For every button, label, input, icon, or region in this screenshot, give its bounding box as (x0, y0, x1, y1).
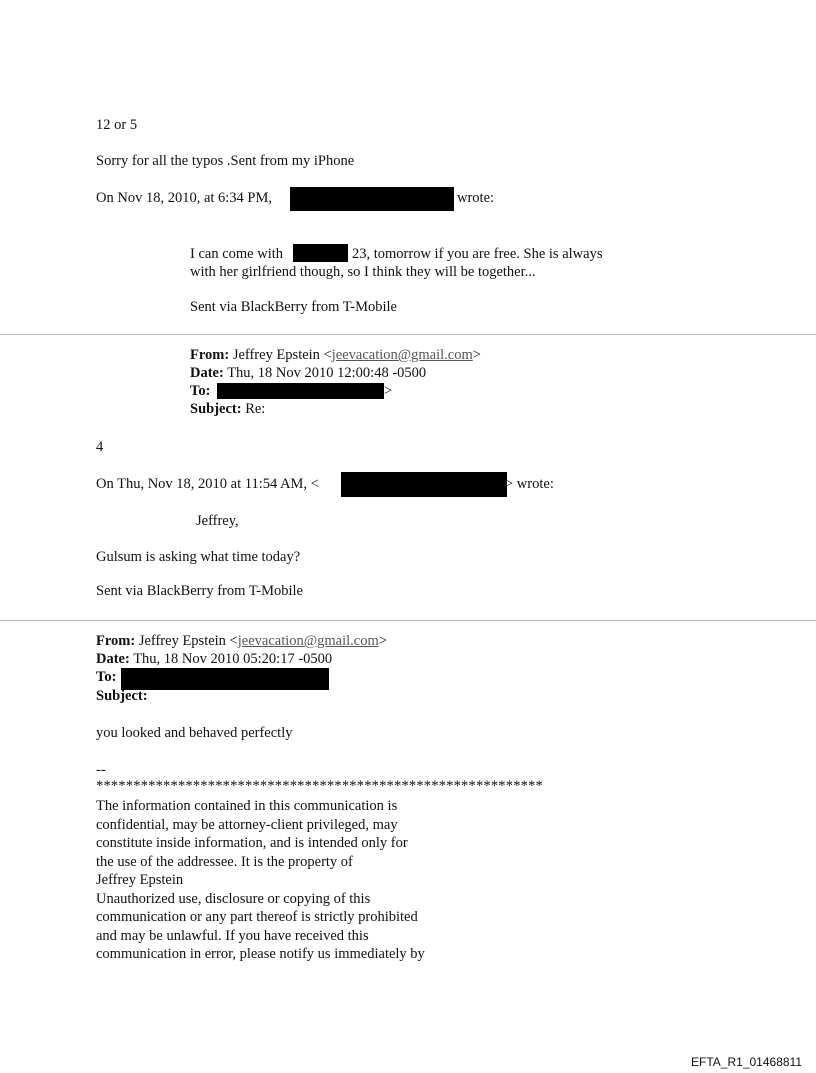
from-close: > (378, 633, 387, 649)
date-value: Thu, 18 Nov 2010 12:00:48 -0500 (227, 365, 427, 381)
from-email-link[interactable]: jeevacation@gmail.com (237, 633, 379, 649)
disclaimer-line: The information contained in this communication is (96, 798, 398, 814)
header-from (190, 346, 481, 364)
quoted-signature: Sent via BlackBerry from T-Mobile (96, 583, 303, 599)
quoted-text-line: 23, tomorrow if you are free. She is always (352, 246, 603, 262)
disclaimer-line: Unauthorized use, disclosure or copying of this (96, 890, 371, 907)
disclaimer-line: communication or any part thereof is strictly prohibited (96, 909, 418, 925)
signature-separator: -- (96, 762, 106, 778)
confidentiality-disclaimer (96, 797, 476, 964)
quote-attribution: On Nov 18, 2010, at 6:34 PM, (96, 190, 273, 206)
subject-value: Re: (245, 401, 266, 417)
redaction-block (121, 668, 329, 690)
quoted-greeting: Jeffrey, (196, 513, 239, 529)
disclaimer-line: constitute inside information, and is intended only for (96, 835, 408, 851)
message-divider (0, 334, 816, 335)
header-to (190, 382, 210, 400)
to-close: > (384, 383, 393, 399)
document-id: EFTA_R1_01468811 (691, 1055, 802, 1069)
disclaimer-line: confidential, may be attorney-client privileged, may (96, 816, 398, 833)
disclaimer-line: and may be unlawful. If you have received this (96, 927, 369, 944)
redaction-block (341, 472, 507, 497)
message-divider (0, 620, 816, 621)
date-label: Date: (190, 365, 224, 381)
subject-label: Subject: (190, 401, 242, 417)
quote-attribution-suffix: > wrote: (505, 476, 554, 492)
redaction-block (293, 244, 348, 262)
disclaimer-line: the use of the addressee. It is the property of (96, 853, 353, 870)
from-name: Jeffrey Epstein < (232, 347, 332, 363)
signature-stars: ************************************************************ (96, 778, 543, 794)
quote-attribution-suffix: wrote: (457, 190, 495, 206)
date-label: Date: (96, 651, 130, 667)
quoted-text-line: Gulsum is asking what time today? (96, 549, 301, 565)
from-close: > (472, 347, 481, 363)
redaction-block (290, 187, 454, 211)
redaction-block (217, 383, 384, 399)
from-label: From: (96, 633, 136, 649)
header-date (96, 650, 332, 668)
quoted-text-line: with her girlfriend though, so I think they will be together... (190, 264, 536, 280)
header-subject (96, 687, 148, 705)
from-name: Jeffrey Epstein < (138, 633, 238, 649)
quoted-signature: Sent via BlackBerry from T-Mobile (190, 299, 397, 315)
header-subject (190, 400, 265, 418)
header-from (96, 632, 387, 650)
to-label: To: (96, 669, 117, 685)
reply-signature: Sorry for all the typos .Sent from my iPhone (96, 153, 355, 169)
quoted-text-line: I can come with (190, 246, 284, 262)
subject-label: Subject: (96, 688, 148, 704)
reply-body: 4 (96, 439, 104, 455)
from-label: From: (190, 347, 230, 363)
disclaimer-line: Jeffrey Epstein (96, 872, 184, 888)
header-date (190, 364, 426, 382)
disclaimer-line: communication in error, please notify us immediately by (96, 946, 425, 962)
from-email-link[interactable]: jeevacation@gmail.com (331, 347, 473, 363)
reply-body: 12 or 5 (96, 117, 138, 133)
date-value: Thu, 18 Nov 2010 05:20:17 -0500 (133, 651, 333, 667)
to-label: To: (190, 383, 211, 399)
message-body: you looked and behaved perfectly (96, 725, 293, 741)
header-to (96, 668, 116, 686)
quote-attribution: On Thu, Nov 18, 2010 at 11:54 AM, < (96, 476, 319, 492)
